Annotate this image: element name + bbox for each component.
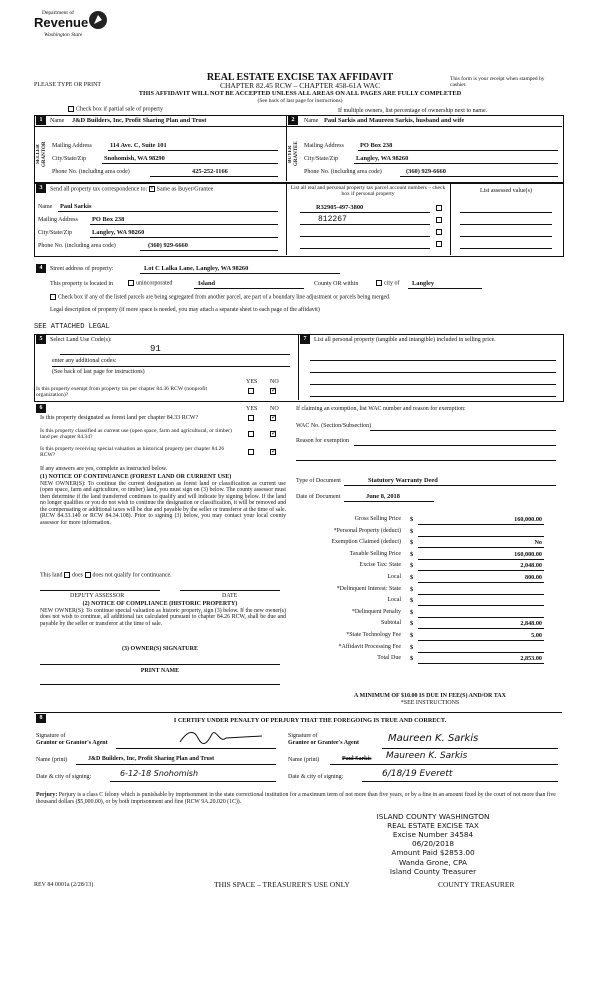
parcel-header: List all real and personal property tax parcel account numbers – check box if personal property [290,185,446,198]
grantor-agent-label: Grantor or Grantor's Agent [36,740,108,746]
forest-no-checkbox[interactable]: ✓ [271,413,277,421]
same-as-buyer-checkbox[interactable]: × [149,186,154,192]
buyer-city[interactable]: Langley, WA 98260 [356,155,409,162]
notice-continuance-title: (1) NOTICE OF CONTINUANCE (FOREST LAND OR CURRENT USE) [40,474,232,480]
warning-line: THIS AFFIDAVIT WILL NOT BE ACCEPTED UNLESS ALL AREAS ON ALL PAGES ARE FULLY COMPLETED [138,90,462,97]
partial-sale-checkbox[interactable]: Check box if partial sale of property [68,106,163,113]
treasurer-stamp [348,812,518,876]
personal-property-checkbox-1[interactable] [436,205,444,212]
seller-grantor-label: SELLER GRANTOR [36,141,47,167]
tax-row-label: Gross Selling Price [354,516,401,522]
tax-row-dollar: $ [410,632,414,639]
revenue-logo-icon [88,10,108,30]
notice-continuance-body: NEW OWNER(S): To continue the current designation as forest land or classification as current use (open space, farm and agriculture, or timber) land, you must sign on (3) below. The county assessor must then determine if the land transferred continues to qualify and will indicate by signing below. If the land no longer qualifies or you do not wish to continue the designation or classification, it will be removed and the compensating or additional taxes will be due and payable by the seller or transferor at the time of sale. (RCW 84.33.140 or RCW 84.34.108). Prior to signing (3) below, you may contact your local county assessor for more information. [40,481,286,526]
tax-row-line [418,605,544,606]
tax-row-value[interactable]: 160,000.00 [514,550,542,558]
tax-row-line [418,594,544,595]
buyer-address[interactable]: PO Box 238 [360,142,393,149]
notice-compliance-body: NEW OWNER(S): To continue special valuation as historic property, sign (3) below. If the new owner(s) does not wish to continue, all additional tax calculated pursuant to chapter 84.26 RCW, shall be due and payable by the seller or transferor at the time of sale. [40,608,286,627]
legal-description[interactable]: SEE ATTACHED LEGAL [34,323,110,331]
section-8-badge: 8 [36,714,46,723]
street-address[interactable]: Lot C Lalka Lane, Langley, WA 98260 [144,265,249,272]
city-of-checkbox[interactable]: city of [376,280,400,287]
tax-row-line [418,652,544,653]
tax-row-label: Local [387,597,401,604]
seller-name[interactable]: J&D Builders, Inc, Profit Sharing Plan and Trust [72,117,207,124]
minimum-due-note: A MINIMUM OF $10.00 IS DUE IN FEE(S) AND/OR TAX [354,693,506,699]
stamp-treasurer-title: Island County Treasurer [389,866,477,876]
section-6-badge: 6 [36,404,46,413]
tax-row-value[interactable]: 160,000.00 [514,516,542,523]
revenue-text: Revenue [34,15,89,30]
tax-row-line [418,628,544,629]
corr-address[interactable]: PO Box 238 [92,216,125,223]
stamp-amount-paid: Amount Paid $2853.00 [391,848,475,858]
parcel-account-2[interactable]: 812267 [318,215,347,224]
buyer-grantee-label: BUYER GRANTEE [288,141,299,167]
tax-row-dollar: $ [410,539,414,547]
tax-row-dollar: $ [410,574,414,581]
see-back-line: (See back of last page for instructions) [257,98,343,104]
tax-row-line [418,640,544,641]
personal-property-checkbox-4[interactable] [436,241,444,248]
grantee-date-city[interactable]: 6/18/19 Everett [382,769,453,779]
parcel-account-1[interactable]: R32905-497-3800 [316,204,364,211]
tax-row-line [418,570,544,571]
perjury-notice: Perjury: Perjury is a class C felony which is punishable by imprisonment in the state correctional institution for a maximum term of not more than five years, or by a fine in an amount fixed by the court of not more than five thousand dollars ($5,000.00), or by both imprisonment and fine (RCW 9A.20.020 (1C)). [36,792,556,805]
state-text: Washington State [44,32,83,38]
receipt-note: This form is your receipt when stamped by cashier. [450,76,545,89]
historic-yes-checkbox[interactable] [248,449,256,456]
tax-row-dollar: $ [410,516,414,523]
land-does-not-checkbox[interactable] [85,572,91,578]
deputy-assessor-label: DEPUTY ASSESSOR [70,593,125,599]
current-use-no-checkbox[interactable]: ✓ [271,429,277,437]
tax-row-line [418,582,544,583]
tax-row-value[interactable]: 2,848.00 [520,620,542,628]
tax-row-label: Subtotal [380,620,401,627]
seller-phone[interactable]: 425-252-1166 [192,168,228,175]
multiple-owners-note: If multiple owners, list percentage of ownership next to name. [338,108,488,114]
tax-row-label: *Delinquent Penalty [351,608,401,615]
tax-row-value[interactable]: No [534,539,542,547]
treasurer-use-only: THIS SPACE – TREASURER'S USE ONLY [214,880,350,889]
tax-row-dollar: $ [410,608,414,616]
tax-row-label: *State Technology Fee [346,632,401,638]
tax-row-dollar: $ [410,597,414,605]
document-date[interactable]: June 8, 2018 [366,493,400,500]
tax-row-value[interactable]: 2,853.00 [520,655,542,663]
historic-no-checkbox[interactable]: ✓ [271,447,277,455]
tax-row-label: *Affidavit Processing Fee [338,643,401,650]
tax-row-value[interactable]: 5.00 [531,632,542,639]
assessed-header: List assessed value(s) [480,188,532,194]
exempt-yes-checkbox[interactable] [248,388,256,395]
see-instructions-note: *SEE INSTRUCTIONS [400,700,460,706]
stamp-excise-tax: REAL ESTATE EXCISE TAX [387,821,479,831]
tax-row-dollar: $ [410,655,414,663]
tax-row-label: *Personal Property (deduct) [333,527,401,534]
grantee-print-name-handwritten[interactable]: Maureen K. Sarkis [386,751,468,761]
print-name-label: PRINT NAME [140,668,180,674]
deputy-date-label: DATE [222,593,238,599]
tax-row-dollar: $ [410,527,414,535]
corr-name[interactable]: Paul Sarkis [60,203,92,210]
notice-compliance-title: (2) NOTICE OF COMPLIANCE (HISTORIC PROPERTY) [82,601,238,607]
section-3-badge: 3 [36,184,46,193]
tax-row-line [418,524,544,525]
section-4-badge: 4 [36,264,46,273]
tax-row-line [418,559,544,560]
document-type[interactable]: Statutory Warranty Deed [368,477,438,484]
stamp-excise-number: Excise Number 34584 [392,830,474,840]
county-name[interactable]: Island [198,280,216,287]
seller-city[interactable]: Snohomish, WA 98290 [104,155,165,162]
tax-row-dollar: $ [410,585,414,593]
corr-city[interactable]: Langley, WA 98260 [92,229,145,236]
seller-address[interactable]: 114 Ave. C, Suite 101 [110,142,167,149]
type-print: PLEASE TYPE OR PRINT [34,82,102,88]
personal-property-checkbox-3[interactable] [436,229,444,236]
unincorporated-checkbox[interactable]: unincorporated [128,280,172,287]
buyer-phone[interactable]: (360) 929-6660 [406,168,446,175]
tax-row-label: Exemption Claimed (deduct) [331,539,401,546]
tax-row-dollar: $ [410,620,414,628]
form-title: REAL ESTATE EXCISE TAX AFFIDAVIT [206,72,394,83]
tax-row-dollar: $ [410,550,414,558]
tax-row-label: Taxable Selling Price [349,550,401,557]
corr-phone[interactable]: (360) 929-6660 [148,242,188,249]
forest-yes-checkbox[interactable] [248,415,256,422]
correspondence-line: Send all property tax correspondence to: × Same as Buyer/Grantee [50,186,214,193]
dept-text: Department of [42,10,74,16]
current-use-yes-checkbox[interactable] [248,431,256,438]
land-does-checkbox[interactable] [64,572,70,578]
segregated-checkbox[interactable]: Check box if any of the listed parcels are being segregated from another parcel, are part of a boundary line adjustment or parcels being merged. [50,294,390,301]
section-7-badge: 7 [300,335,310,344]
dor-logo [34,10,114,44]
tax-row-line [418,536,544,537]
tax-row-dollar: $ [410,562,414,570]
tax-row-line [418,547,544,548]
tax-row-label: *Delinquent Interest: State [336,585,401,592]
grantee-agent-label: Grantee or Grantee's Agent [288,740,360,746]
certify-line: I CERTIFY UNDER PENALTY OF PERJURY THAT THE FOREGOING IS TRUE AND CORRECT. [173,717,447,724]
city-name[interactable]: Langley [412,280,435,287]
personal-property-checkbox-2[interactable] [436,217,444,224]
stamp-treasurer-name: Wanda Grone, CPA [399,857,467,867]
tax-row-line [418,617,544,618]
stamp-county: ISLAND COUNTY WASHINGTON [376,812,490,821]
tax-row-value[interactable]: 800.00 [524,574,542,581]
tax-row-dollar: $ [410,643,414,651]
grantee-print-name[interactable]: Paul Sarkis [342,756,372,762]
tax-row-line [418,663,544,664]
buyer-name[interactable]: Paul Sarkis and Maureen Sarkis, husband and wife [324,117,465,124]
exempt-no-checkbox[interactable]: ✓ [271,386,277,394]
owner-signature-label: (3) OWNER(S) SIGNATURE [122,646,198,652]
section-1-badge: 1 [36,116,46,125]
land-qualify-line: This land does does not qualify for continuance. [40,572,172,579]
tax-row-value[interactable]: 2,048.00 [520,562,542,570]
stamp-date: 06/20/2018 [411,839,455,849]
tax-row-label: Excise Tax: State [359,562,401,569]
grantee-signature[interactable]: Maureen K. Sarkis [388,733,479,744]
tax-row-label: Total Due [377,655,401,662]
chapter-line: CHAPTER 82.45 RCW – CHAPTER 458-61A WAC [220,81,380,90]
form-revision: REV 84 0001a (2/28/13) [34,882,94,888]
section-5-badge: 5 [36,335,46,344]
grantor-signature-icon[interactable] [176,726,266,748]
grantor-date-city[interactable]: 6-12-18 Snohomish [120,769,199,778]
land-use-code[interactable]: 91 [150,344,161,354]
county-treasurer-label: COUNTY TREASURER [438,880,515,889]
section-2-badge: 2 [288,116,298,125]
grantor-print-name[interactable]: J&D Builders, Inc, Profit Sharing Plan and Trust [88,756,215,762]
tax-row-label: Local [387,574,401,580]
